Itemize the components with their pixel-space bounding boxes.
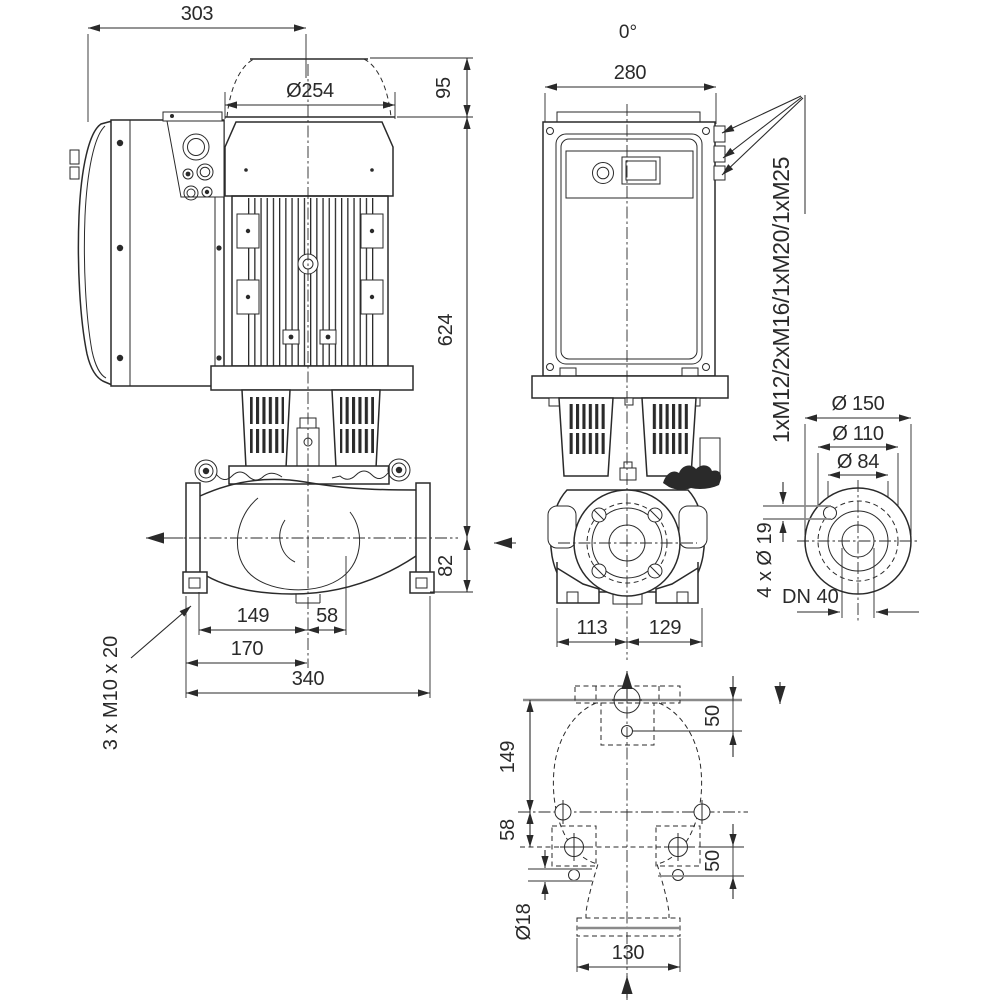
- dim-18-label: Ø18: [513, 903, 535, 941]
- corner-screw: [703, 364, 710, 371]
- lantern-vent-slots: [567, 404, 605, 429]
- dim-fan-diameter-label: Ø254: [286, 80, 334, 102]
- control-strip: [566, 151, 693, 198]
- motor-base-plate-front: [532, 376, 728, 398]
- pump-foot-left: [183, 572, 207, 593]
- module-connector-2: [70, 167, 79, 179]
- bracket-screw: [246, 229, 250, 233]
- dim-58-footprint-label: 58: [497, 819, 519, 841]
- dim-50-top-label: 50: [702, 705, 724, 727]
- gland-edge-2: [714, 146, 725, 162]
- bracket-screw: [370, 229, 374, 233]
- dim-height-label: 624: [435, 313, 457, 347]
- volute-wing-left: [548, 506, 576, 548]
- lantern-vent-slots: [250, 397, 284, 424]
- sensor-coil-left-core: [203, 468, 209, 474]
- bracket-screw: [246, 295, 250, 299]
- side-control-module: [70, 112, 224, 386]
- module-screw: [117, 245, 123, 251]
- dim-fan-height-label: 95: [433, 77, 455, 99]
- lantern-vent-slots: [250, 429, 284, 453]
- dim-113-label: 113: [576, 617, 608, 639]
- lantern-vent-slots: [650, 404, 688, 429]
- lantern-vent-slots: [567, 433, 605, 454]
- nominal-diameter-label: DN 40: [782, 586, 839, 608]
- dim-50-bottom-label: 50: [702, 850, 724, 872]
- dim-149-footprint-label: 149: [497, 740, 519, 774]
- dim-129-label: 129: [648, 617, 682, 639]
- terminal-dot: [326, 335, 331, 340]
- module-top-bolt: [170, 114, 174, 118]
- dim-58-label: 58: [316, 605, 338, 627]
- motor-base-plate: [211, 366, 413, 390]
- motor-cooling-fins: [246, 198, 374, 366]
- foot-tapping-note: 3 x M10 x 20: [100, 635, 122, 751]
- module-foot: [682, 368, 698, 376]
- orientation-angle-label: 0°: [618, 22, 638, 43]
- module-foot: [560, 368, 576, 376]
- fan-cowl-rivet: [244, 168, 248, 172]
- dim-bolt-circle-label: Ø 110: [832, 423, 884, 445]
- dim-280-label: 280: [613, 62, 647, 84]
- cable-gland-small-2-dot: [205, 190, 209, 194]
- fan-cowl: [225, 122, 393, 196]
- vent-plug: [620, 468, 636, 480]
- terminal-dot: [289, 335, 294, 340]
- dim-module-width-label: 303: [180, 3, 214, 25]
- module-screw: [216, 245, 221, 250]
- module-connector-1: [70, 150, 79, 164]
- volute-wing-right: [679, 506, 707, 548]
- cable-gland-small-dot: [186, 172, 191, 177]
- dim-outer-diameter-label: Ø 150: [831, 393, 885, 415]
- dim-340-label: 340: [291, 668, 325, 690]
- gland-edge-1: [714, 126, 725, 142]
- corner-screw: [547, 364, 554, 371]
- front-module: [532, 112, 728, 406]
- lantern-vent-slots: [340, 397, 374, 424]
- lantern-vent-slots: [340, 429, 374, 453]
- cable-gland-note: 1xM12/2xM16/1xM20/1xM25: [768, 156, 794, 444]
- counter-flange-bolt-hole: [824, 507, 837, 520]
- module-screw: [117, 140, 123, 146]
- lantern-vent-slots: [650, 433, 688, 454]
- dim-raised-face-label: Ø 84: [836, 451, 880, 473]
- pump-foot-right: [410, 572, 434, 593]
- sensor-coil-right-core: [396, 467, 402, 473]
- corner-screw: [703, 128, 710, 135]
- corner-screw: [547, 128, 554, 135]
- bracket-screw: [370, 295, 374, 299]
- dim-170-label: 170: [230, 638, 264, 660]
- dim-base-height-label: 82: [435, 555, 457, 577]
- module-screw: [216, 355, 221, 360]
- dim-149-label: 149: [236, 605, 270, 627]
- dim-130-label: 130: [611, 942, 645, 964]
- bolt-holes-note: 4 x Ø 19: [754, 522, 776, 598]
- module-screw: [117, 355, 123, 361]
- fan-cowl-rivet: [370, 168, 374, 172]
- base-bolt: [625, 398, 633, 405]
